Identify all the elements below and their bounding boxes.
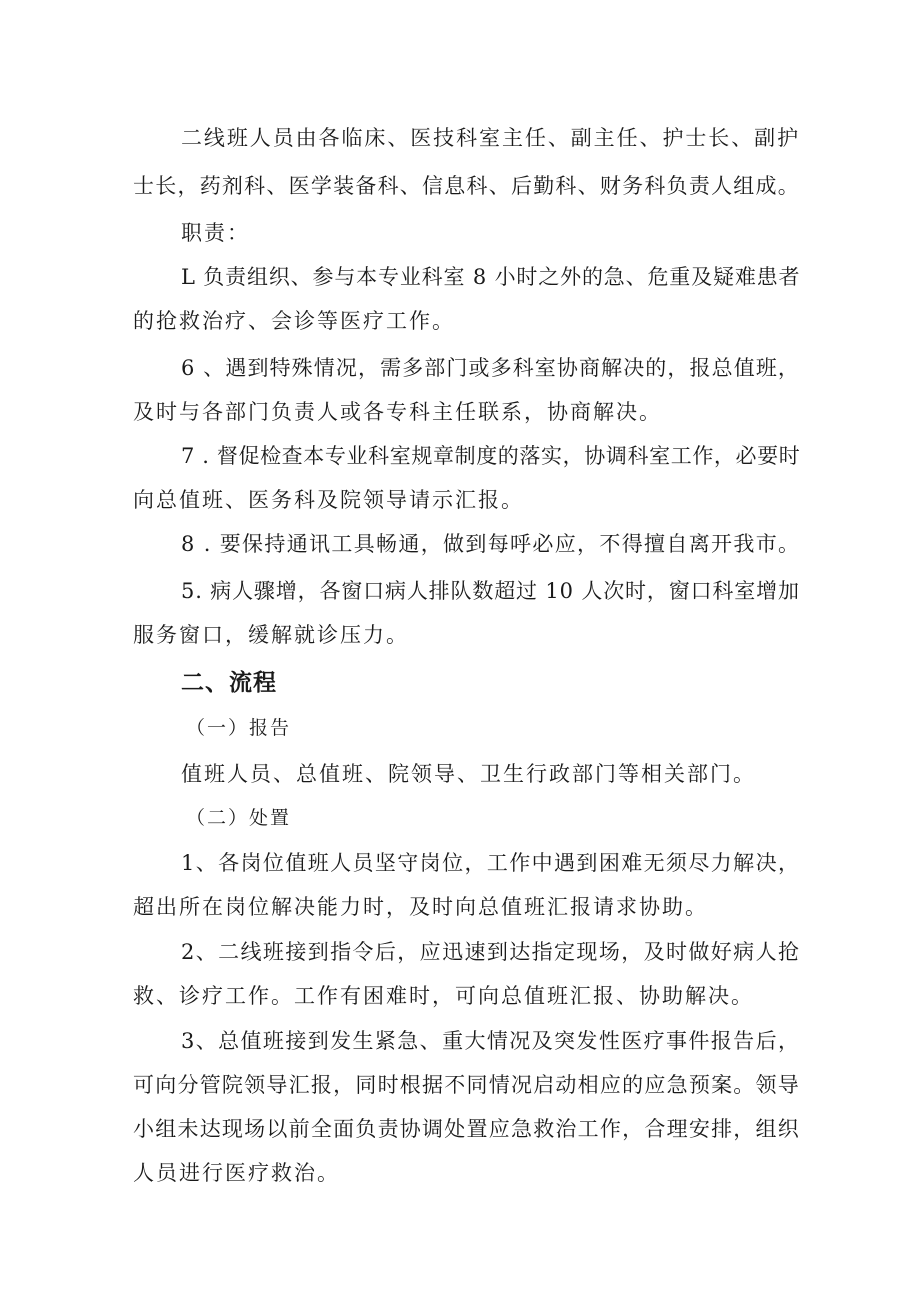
step-3-line2: 可向分管院领导汇报，同时根据不同情况启动相应的应急预案。领导 [133,1073,800,1097]
step-1-line1: 1、各岗位值班人员坚守岗位，工作中遇到困难无须尽力解决， [181,851,801,875]
step-2-line2: 救、诊疗工作。工作有困难时，可向总值班汇报、协助解决。 [133,984,754,1008]
duty-item-7-line1: 7 . 督促检查本专业科室规章制度的落实，协调科室工作，必要时 [181,444,801,468]
duty-item-6-line1: 6 、遇到特殊情况，需多部门或多科室协商解决的，报总值班， [181,356,801,380]
duty-item-7-line2: 向总值班、医务科及院领导请示汇报。 [133,488,524,512]
duty-item-8-line1: 8 . 要保持通讯工具畅通，做到每呼必应，不得擅自离开我市。 [181,532,801,556]
subheading-report: （一）报告 [186,717,292,739]
duty-item-l-line1: L 负责组织、参与本专业科室 8 小时之外的急、危重及疑难患者 [181,265,801,289]
duties-label: 职责： [181,221,250,245]
duty-item-l-line2: 的抢救治疗、会诊等医疗工作。 [133,309,455,333]
report-text: 值班人员、总值班、院领导、卫生行政部门等相关部门。 [181,762,756,786]
paragraph-composition-line1: 二线班人员由各临床、医技科室主任、副主任、护士长、副护 [181,126,800,150]
step-3-line4: 人员进行医疗救治。 [133,1161,340,1185]
step-2-line1: 2、二线班接到指令后，应迅速到达指定现场，及时做好病人抢 [181,940,801,964]
duty-item-5-line1: 5. 病人骤增，各窗口病人排队数超过 10 人次时，窗口科室增加 [181,579,800,603]
step-3-line1: 3、总值班接到发生紧急、重大情况及突发性医疗事件报告后， [181,1029,801,1053]
section-heading-process: 二、流程 [181,670,277,696]
step-1-line2: 超出所在岗位解决能力时，及时向总值班汇报请求协助。 [133,895,708,919]
paragraph-composition-line2: 士长，药剂科、医学装备科、信息科、后勤科、财务科负责人组成。 [133,174,800,198]
duty-item-5-line2: 服务窗口，缓解就诊压力。 [133,623,409,647]
duty-item-6-line2: 及时与各部门负责人或各专科主任联系，协商解决。 [133,400,662,424]
subheading-disposal: （二）处置 [186,807,292,829]
step-3-line3: 小组未达现场以前全面负责协调处置应急救治工作，合理安排，组织 [133,1117,800,1141]
